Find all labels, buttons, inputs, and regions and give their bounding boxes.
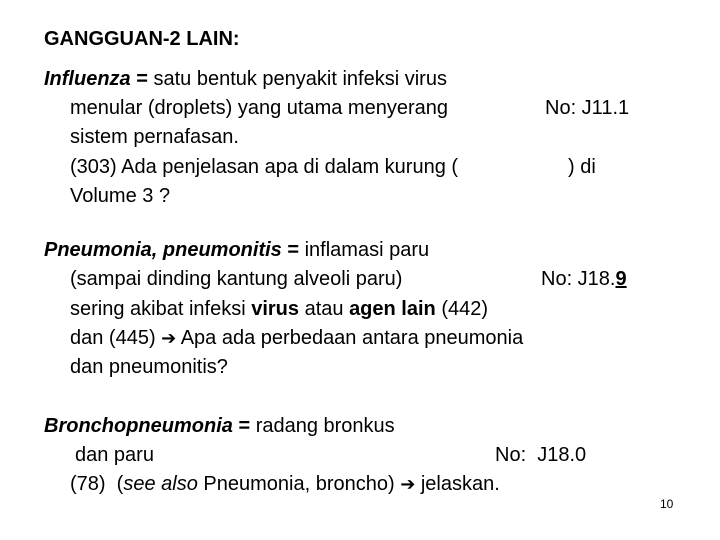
bronchopneumonia-line-1 bbox=[44, 414, 395, 438]
arrow-right-icon: ➔ bbox=[161, 328, 177, 348]
pneumonia-line-2: (sampai dinding kantung alveoli paru) bbox=[70, 268, 403, 290]
influenza-line-4b: ) di bbox=[568, 156, 596, 178]
slide-heading: GANGGUAN-2 LAIN: bbox=[44, 28, 240, 50]
page-number: 10 bbox=[660, 497, 674, 511]
influenza-line-2: menular (droplets) yang utama menyerang bbox=[70, 97, 448, 119]
arrow-right-icon: ➔ bbox=[400, 474, 416, 494]
bronchopneumonia-line-3 bbox=[70, 472, 500, 496]
influenza-equals: = bbox=[130, 68, 154, 90]
bronchopneumonia-definition: radang bronkus bbox=[255, 415, 395, 437]
pneumonia-agen-lain: agen lain bbox=[349, 298, 436, 320]
pneumonia-code-prefix: No: J18. bbox=[541, 268, 616, 290]
bronchopneumonia-line-2: dan paru bbox=[75, 444, 154, 466]
see-also-text: see also bbox=[123, 473, 198, 495]
pneumonia-line-5: dan pneumonitis? bbox=[70, 356, 228, 378]
bronchopneumonia-term: Bronchopneumonia bbox=[44, 415, 233, 437]
influenza-line-4a: (303) Ada penjelasan apa di dalam kurung ( bbox=[70, 156, 459, 178]
pneumonia-term: Pneumonia, pneumonitis bbox=[44, 239, 282, 261]
influenza-line-5: Volume 3 ? bbox=[70, 185, 171, 207]
pneumonia-code-suffix: 9 bbox=[615, 268, 627, 290]
pneumonia-equals: = bbox=[281, 239, 305, 261]
influenza-code: No: J11.1 bbox=[545, 97, 630, 119]
bronchopneumonia-line-3a: (78) ( bbox=[70, 473, 124, 495]
influenza-definition: satu bentuk penyakit infeksi virus bbox=[153, 68, 447, 90]
pneumonia-line-4a: dan (445) bbox=[70, 327, 162, 349]
bronchopneumonia-equals: = bbox=[232, 415, 256, 437]
pneumonia-code bbox=[541, 267, 627, 291]
pneumonia-definition: inflamasi paru bbox=[304, 239, 430, 261]
bronchopneumonia-line-3c: Pneumonia, broncho) bbox=[197, 473, 401, 495]
pneumonia-virus: virus bbox=[251, 298, 300, 320]
pneumonia-line-1 bbox=[44, 238, 429, 262]
pneumonia-line-3a: sering akibat infeksi bbox=[70, 298, 252, 320]
influenza-line-3: sistem pernafasan. bbox=[70, 126, 239, 148]
pneumonia-line-4b: Apa ada perbedaan antara pneumonia bbox=[176, 327, 524, 349]
pneumonia-line-4 bbox=[70, 326, 523, 350]
pneumonia-line-3 bbox=[70, 297, 488, 321]
influenza-term: Influenza bbox=[44, 68, 131, 90]
pneumonia-line-3e: (442) bbox=[435, 298, 489, 320]
bronchopneumonia-code: No: J18.0 bbox=[495, 444, 587, 466]
pneumonia-line-3c: atau bbox=[299, 298, 350, 320]
bronchopneumonia-line-3d: jelaskan. bbox=[415, 473, 500, 495]
influenza-line-1 bbox=[44, 67, 447, 91]
